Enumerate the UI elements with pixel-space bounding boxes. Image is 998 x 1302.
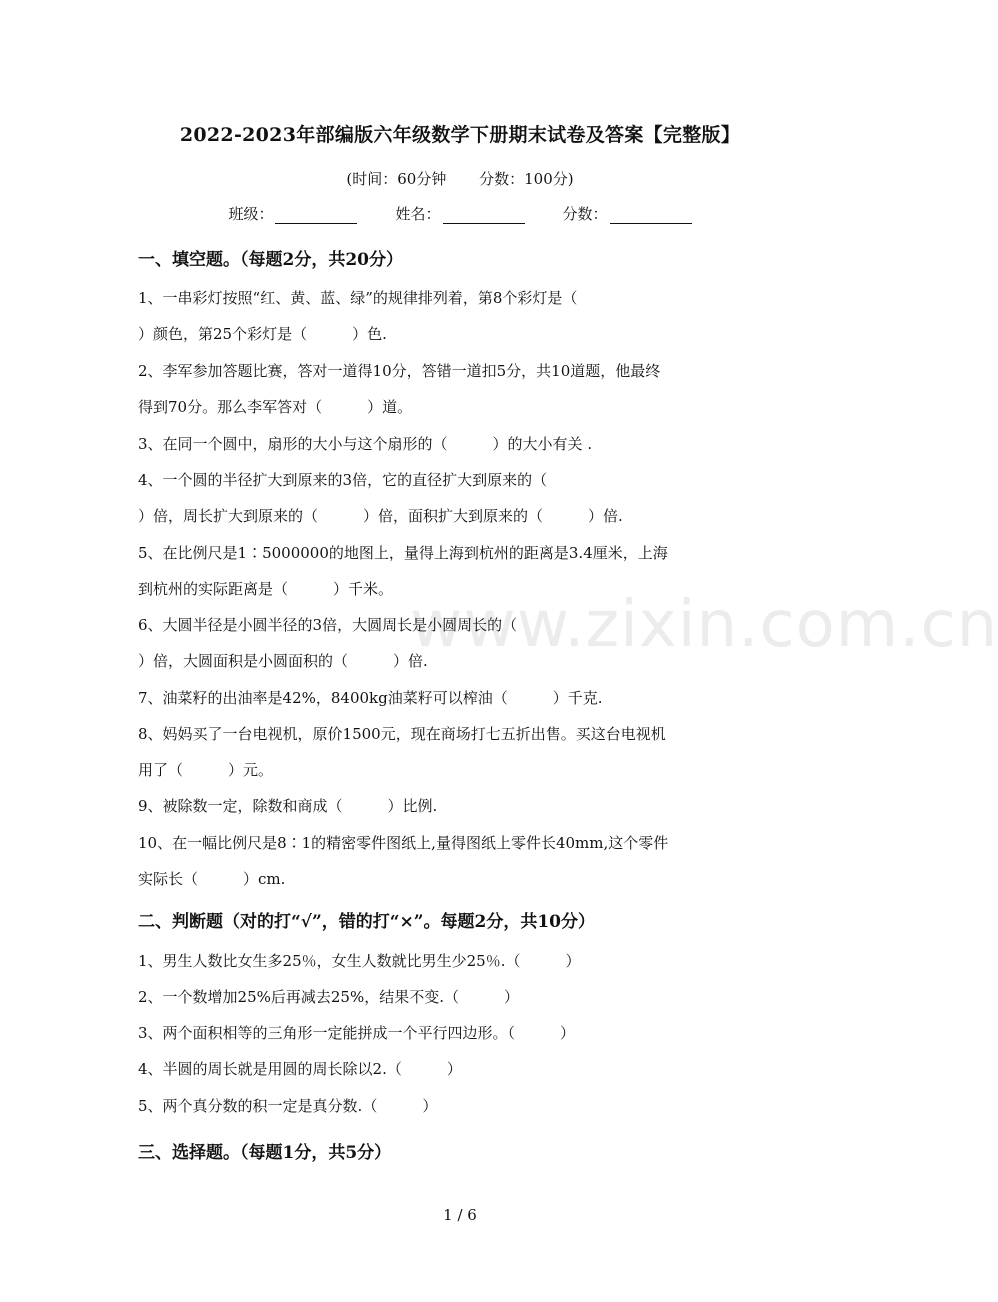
section1-line: 用了（ ）元。 — [138, 761, 274, 779]
class-blank[interactable] — [275, 205, 357, 224]
section1-line: 7、油菜籽的出油率是42%，8400kg油菜籽可以榨油（ ）千克. — [138, 689, 603, 707]
section2-line: 2、一个数增加25%后再减去25%，结果不变.（ ） — [138, 988, 519, 1006]
section3-heading: 三、选择题。（每题1分，共5分） — [138, 1143, 392, 1163]
section1-line: ）倍，大圆面积是小圆面积的（ ）倍. — [138, 652, 428, 670]
section2-line: 5、两个真分数的积一定是真分数.（ ） — [138, 1097, 438, 1115]
exam-total-score: 分数：100分) — [479, 170, 574, 188]
class-label: 班级： — [228, 205, 274, 223]
section1-line: 5、在比例尺是1∶5000000的地图上，量得上海到杭州的距离是3.4厘米，上海 — [138, 544, 668, 562]
score-blank[interactable] — [610, 205, 692, 224]
section1-line: 到杭州的实际距离是（ ）千米。 — [138, 580, 394, 598]
watermark: www.zixin.com.cn — [410, 588, 998, 662]
section1-line: 实际长（ ）cm. — [138, 870, 286, 888]
name-label: 姓名： — [395, 205, 441, 223]
section1-line: 3、在同一个圆中，扇形的大小与这个扇形的（ ）的大小有关 . — [138, 435, 593, 453]
section1-line: 2、李军参加答题比赛，答对一道得10分，答错一道扣5分，共10道题，他最终 — [138, 362, 661, 380]
name-blank[interactable] — [443, 205, 525, 224]
section1-line: 8、妈妈买了一台电视机，原价1500元，现在商场打七五折出售。买这台电视机 — [138, 725, 666, 743]
name-field[interactable] — [395, 203, 524, 224]
section2-line: 1、男生人数比女生多25％，女生人数就比男生少25％.（ ） — [138, 952, 581, 970]
section1-line: 1、一串彩灯按照“红、黄、蓝、绿”的规律排列着，第8个彩灯是（ — [138, 289, 578, 307]
section1-line: ）颜色，第25个彩灯是（ ）色. — [138, 325, 387, 343]
section2-line: 4、半圆的周长就是用圆的周长除以2.（ ） — [138, 1060, 462, 1078]
section1-line: ）倍，周长扩大到原来的（ ）倍，面积扩大到原来的（ ）倍. — [138, 507, 623, 525]
score-label: 分数： — [562, 205, 608, 223]
section1-heading: 一、填空题。（每题2分，共20分） — [138, 250, 403, 270]
exam-time: (时间：60分钟 — [346, 170, 447, 188]
student-info-fields — [0, 203, 920, 224]
section1-line: 得到70分。那么李军答对（ ）道。 — [138, 398, 413, 416]
score-field[interactable] — [563, 203, 692, 224]
section2-line: 3、两个面积相等的三角形一定能拼成一个平行四边形。（ ） — [138, 1024, 576, 1042]
document-title: 2022-2023年部编版六年级数学下册期末试卷及答案【完整版】 — [179, 124, 741, 146]
page-number: 1 / 6 — [443, 1206, 477, 1224]
class-field[interactable] — [228, 203, 357, 224]
exam-meta — [0, 168, 920, 189]
section1-line: 6、大圆半径是小圆半径的3倍，大圆周长是小圆周长的（ — [138, 616, 518, 634]
section1-line: 4、一个圆的半径扩大到原来的3倍，它的直径扩大到原来的（ — [138, 471, 548, 489]
section1-line: 10、在一幅比例尺是8∶1的精密零件图纸上,量得图纸上零件长40mm,这个零件 — [138, 834, 669, 852]
section1-line: 9、被除数一定，除数和商成（ ）比例. — [138, 797, 438, 815]
section2-heading: 二、判断题（对的打“√”，错的打“×”。每题2分，共10分） — [138, 912, 596, 932]
